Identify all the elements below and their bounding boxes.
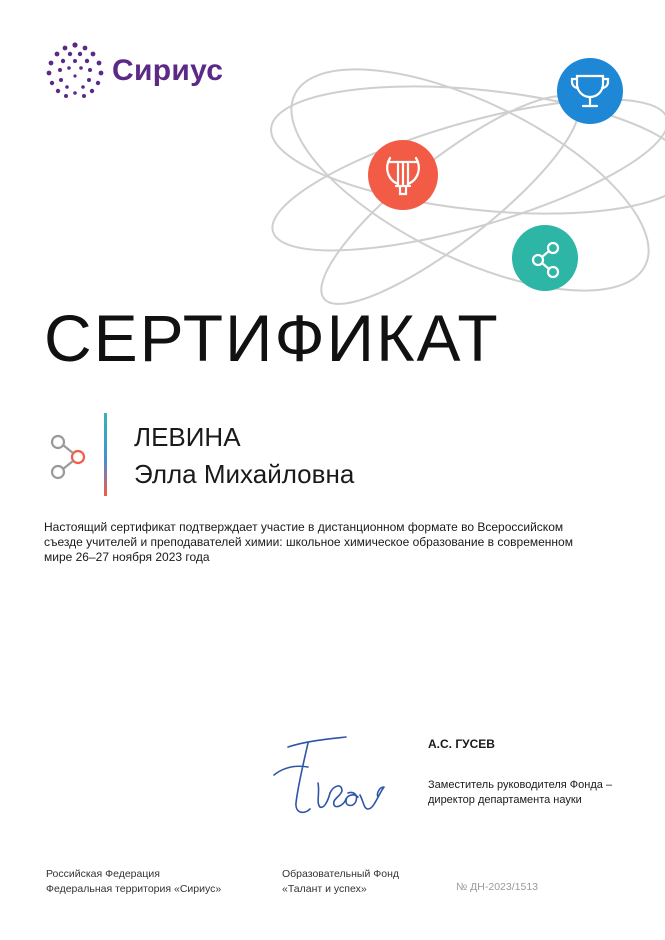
share-icon [512,225,578,291]
footer-mid-line2: «Талант и успех» [282,883,367,895]
logo-text: Сириус [112,54,224,87]
recipient-given-names: Элла Михайловна [134,459,355,489]
footer-mid-line1: Образовательный Фонд [282,868,400,880]
handwritten-signature [268,735,398,825]
recipient-divider [104,413,107,496]
logo-dots-icon [46,42,104,100]
signer-title-line1: Заместитель руководителя Фонда – [428,779,613,791]
certificate-title: СЕРТИФИКАТ [44,301,500,375]
recipient-surname: ЛЕВИНА [134,422,241,452]
signer-title [428,778,638,808]
signer-name: А.С. ГУСЕВ [428,737,495,751]
certificate-number: № ДН-2023/1513 [456,881,539,893]
certificate-body-text: Настоящий сертификат подтверждает участие в дистанционном формате во Всероссийском съезде учителей и преподавателей химии: школьное химическое образование в современном мире 26–27 ноября 2023 года [44,520,573,564]
footer-address [46,867,221,897]
footer-left-line1: Российская Федерация [46,868,160,880]
trophy-icon [557,58,623,124]
molecule-icon [48,432,92,480]
lyre-icon [368,140,438,210]
footer-left-line2: Федеральная территория «Сириус» [46,883,222,895]
signer-title-line2: директор департамента науки [428,794,582,806]
sirius-logo [46,42,246,102]
footer-foundation [282,867,399,897]
